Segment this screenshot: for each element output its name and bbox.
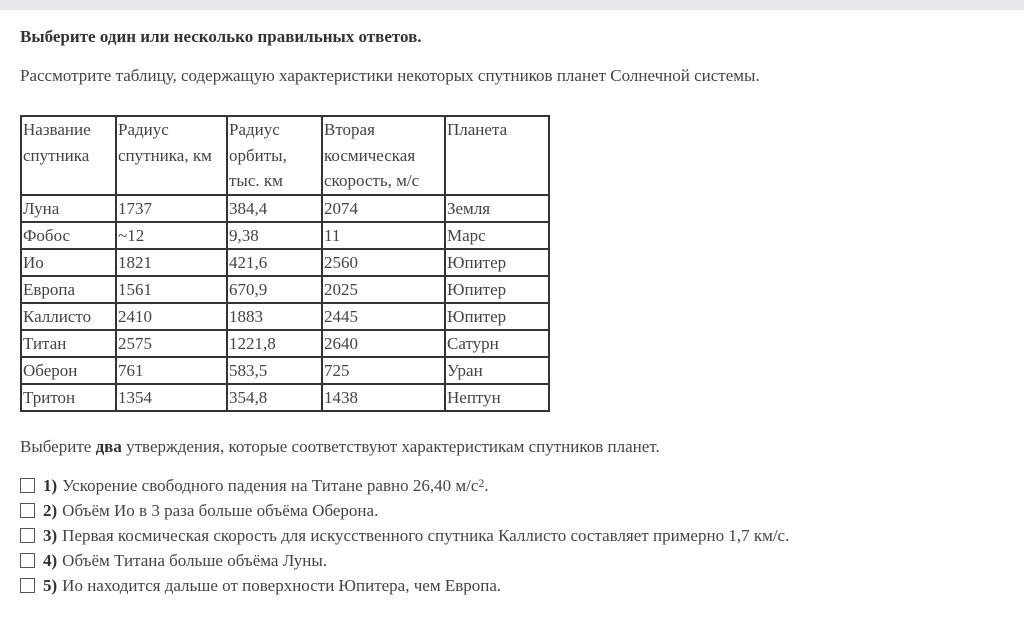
cell-planet: Сатурн	[445, 330, 549, 357]
answer-checkbox-3[interactable]	[20, 528, 35, 543]
cell-orbit-radius: 354,8	[227, 384, 322, 411]
cell-planet: Земля	[445, 195, 549, 222]
answer-number: 1)	[43, 475, 58, 495]
answer-superscript: 2	[478, 476, 485, 490]
cell-satellite-radius: ~12	[116, 222, 227, 249]
cell-escape-velocity: 2640	[322, 330, 445, 357]
table-row	[21, 330, 549, 357]
cell-satellite-radius: 1561	[116, 276, 227, 303]
cell-satellite-radius: 2410	[116, 303, 227, 330]
answer-text: Объём Титана больше объёма Луны.	[62, 550, 328, 570]
table-body	[21, 195, 549, 411]
table-row	[21, 276, 549, 303]
satellites-table	[20, 115, 550, 412]
cell-orbit-radius: 1221,8	[227, 330, 322, 357]
cell-satellite-name: Луна	[21, 195, 116, 222]
cell-planet: Уран	[445, 357, 549, 384]
answer-number: 3)	[43, 525, 58, 545]
table-row	[21, 357, 549, 384]
answer-option-2[interactable]	[20, 498, 789, 523]
cell-satellite-radius: 2575	[116, 330, 227, 357]
header-satellite-name: Название спутника	[21, 116, 116, 195]
header-orbit-radius: Радиус орбиты, тыс. км	[227, 116, 322, 195]
answer-text-tail: .	[484, 475, 489, 495]
cell-planet: Юпитер	[445, 276, 549, 303]
cell-escape-velocity: 11	[322, 222, 445, 249]
cell-escape-velocity: 725	[322, 357, 445, 384]
answer-checkbox-5[interactable]	[20, 578, 35, 593]
cell-satellite-radius: 1737	[116, 195, 227, 222]
answer-text: Первая космическая скорость для искусственного спутника Каллисто составляет примерно 1,7 км/с.	[62, 525, 790, 545]
cell-satellite-name: Титан	[21, 330, 116, 357]
cell-orbit-radius: 670,9	[227, 276, 322, 303]
answer-checkbox-2[interactable]	[20, 503, 35, 518]
cell-escape-velocity: 1438	[322, 384, 445, 411]
answer-checkbox-4[interactable]	[20, 553, 35, 568]
select-prompt-before: Выберите	[20, 437, 96, 456]
cell-satellite-name: Европа	[21, 276, 116, 303]
answer-number: 4)	[43, 550, 58, 570]
answer-text: Ускорение свободного падения на Титане равно 26,40 м/с	[62, 475, 479, 495]
cell-planet: Юпитер	[445, 303, 549, 330]
cell-satellite-radius: 761	[116, 357, 227, 384]
cell-escape-velocity: 2445	[322, 303, 445, 330]
question-instruction: Выберите один или несколько правильных ответов.	[20, 27, 422, 46]
cell-satellite-name: Ио	[21, 249, 116, 276]
cell-satellite-radius: 1821	[116, 249, 227, 276]
table-row	[21, 384, 549, 411]
cell-satellite-name: Тритон	[21, 384, 116, 411]
answer-number: 5)	[43, 575, 58, 595]
cell-escape-velocity: 2074	[322, 195, 445, 222]
cell-orbit-radius: 421,6	[227, 249, 322, 276]
cell-orbit-radius: 384,4	[227, 195, 322, 222]
answer-options	[20, 473, 789, 598]
cell-orbit-radius: 1883	[227, 303, 322, 330]
cell-escape-velocity: 2560	[322, 249, 445, 276]
header-planet: Планета	[445, 116, 549, 195]
question-intro: Рассмотрите таблицу, содержащую характеристики некоторых спутников планет Солнечной системы.	[20, 66, 760, 85]
answer-option-1[interactable]	[20, 473, 789, 498]
cell-satellite-name: Оберон	[21, 357, 116, 384]
table-row	[21, 303, 549, 330]
cell-satellite-name: Фобос	[21, 222, 116, 249]
answer-option-4[interactable]	[20, 548, 789, 573]
cell-orbit-radius: 9,38	[227, 222, 322, 249]
cell-satellite-name: Каллисто	[21, 303, 116, 330]
answer-checkbox-1[interactable]	[20, 478, 35, 493]
cell-planet: Марс	[445, 222, 549, 249]
answer-option-3[interactable]	[20, 523, 789, 548]
answer-text: Объём Ио в 3 раза больше объёма Оберона.	[62, 500, 379, 520]
answer-number: 2)	[43, 500, 58, 520]
table-row	[21, 249, 549, 276]
answer-text: Ио находится дальше от поверхности Юпитера, чем Европа.	[62, 575, 502, 595]
cell-planet: Нептун	[445, 384, 549, 411]
cell-escape-velocity: 2025	[322, 276, 445, 303]
table-header-row	[21, 116, 549, 195]
cell-orbit-radius: 583,5	[227, 357, 322, 384]
cell-planet: Юпитер	[445, 249, 549, 276]
top-bar	[0, 0, 1024, 10]
table-row	[21, 195, 549, 222]
table-row	[21, 222, 549, 249]
header-satellite-radius: Радиус спутника, км	[116, 116, 227, 195]
select-prompt-after: утверждения, которые соответствуют характеристикам спутников планет.	[121, 437, 660, 456]
answer-option-5[interactable]	[20, 573, 789, 598]
select-prompt	[20, 437, 660, 457]
select-prompt-count: два	[95, 437, 122, 456]
header-escape-velocity: Вторая космическая скорость, м/с	[322, 116, 445, 195]
cell-satellite-radius: 1354	[116, 384, 227, 411]
